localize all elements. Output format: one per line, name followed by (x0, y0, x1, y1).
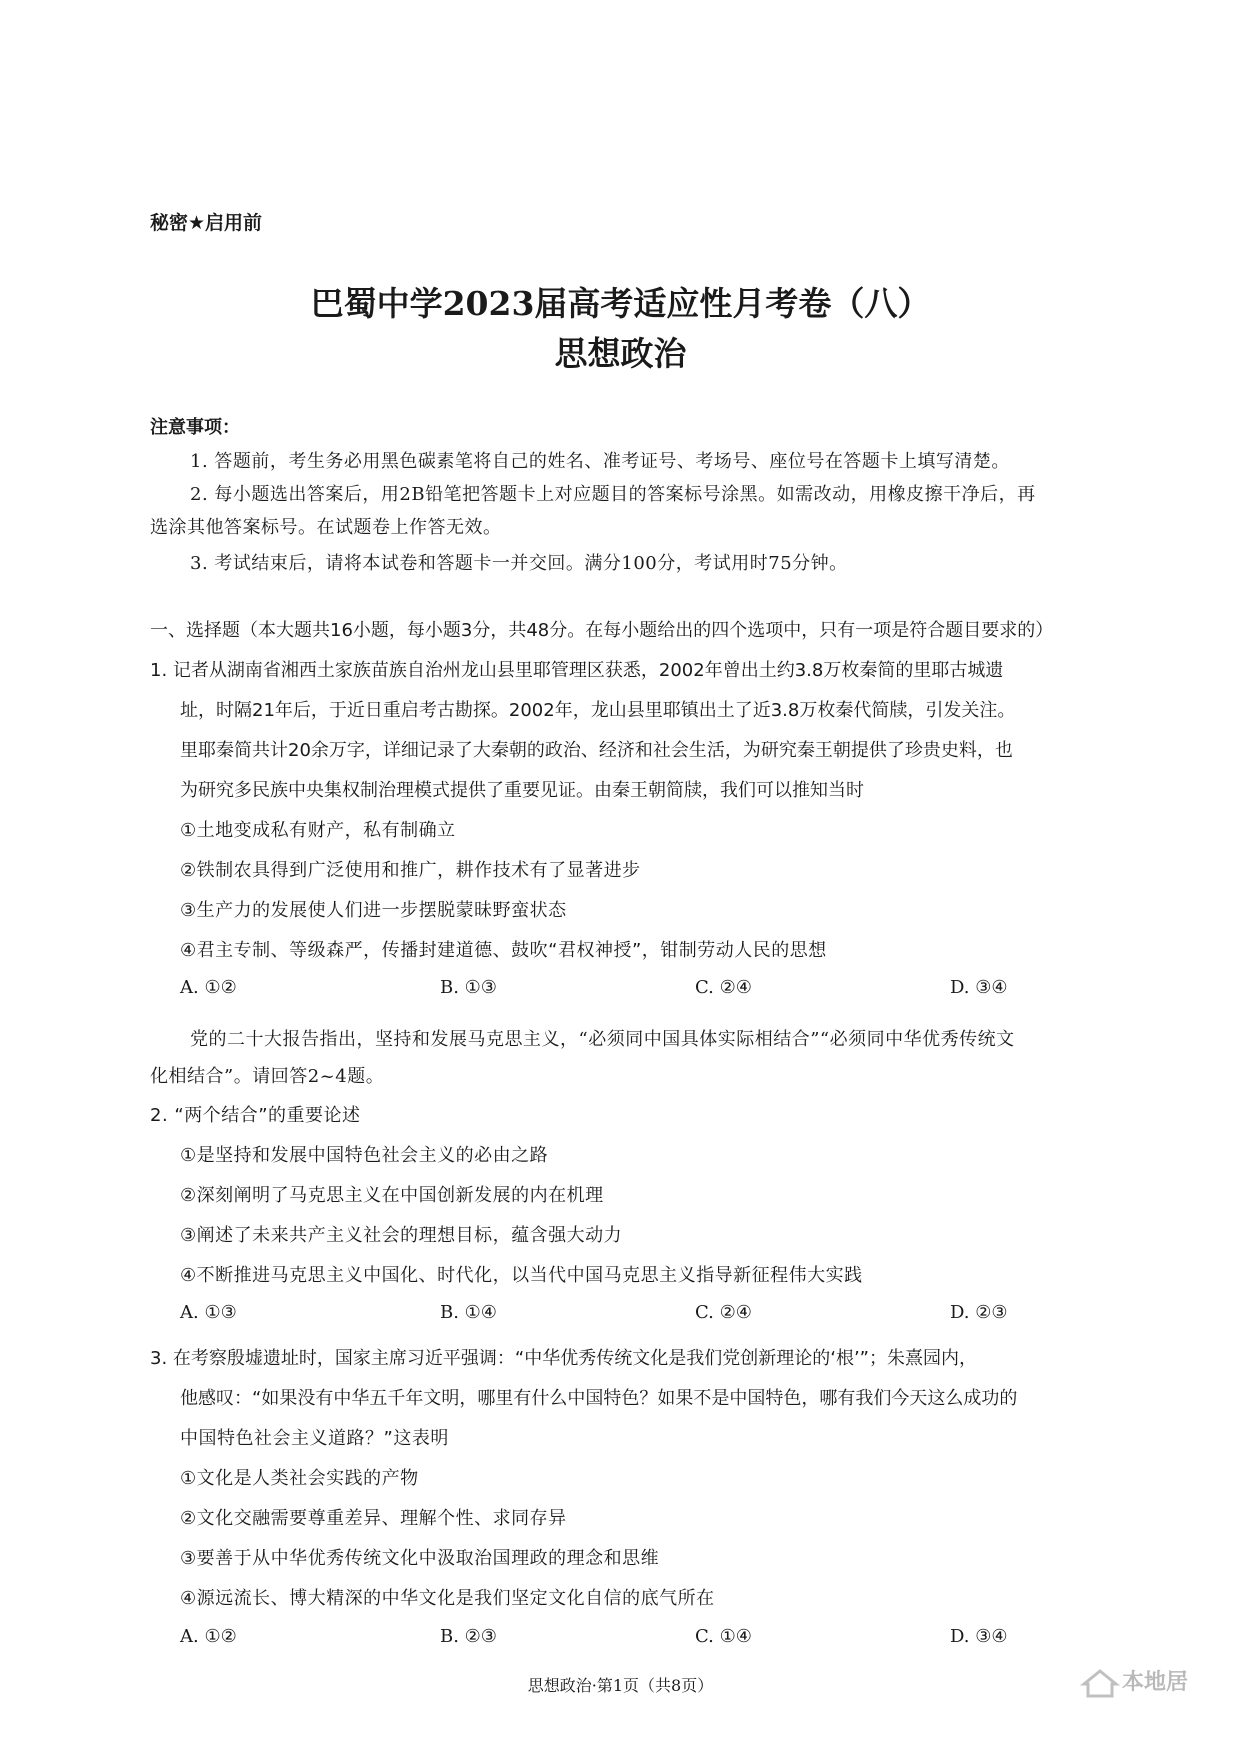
q3-stem-line: 中国特色社会主义道路？”这表明 (180, 1428, 449, 1449)
q3-stem-line: 他感叹：“如果没有中华五千年文明，哪里有什么中国特色？如果不是中国特色，哪有我们今天这么成功的 (180, 1388, 1018, 1409)
q3-item: ③要善于从中华优秀传统文化中汲取治国理政的理念和思维 (180, 1548, 660, 1569)
confidential-label: 秘密★启用前 (150, 212, 263, 234)
q1-stem-line: 址，时隔21年后，于近日重启考古勘探。2002年，龙山县里耶镇出土了近3.8万枚秦代简牍，引发关注。 (180, 700, 1016, 721)
q3-option-a[interactable]: A. ①② (180, 1626, 237, 1647)
subject-title: 思想政治 (554, 334, 687, 373)
q1-option-b[interactable]: B. ①③ (440, 977, 497, 998)
q1-stem-line: 为研究多民族中央集权制治理模式提供了重要见证。由秦王朝简牍，我们可以推知当时 (180, 780, 864, 801)
q3-stem-line: 3. 在考察殷墟遗址时，国家主席习近平强调：“中华优秀传统文化是我们党创新理论的‘根’”；朱熹园内， (150, 1348, 977, 1369)
q2-item: ④不断推进马克思主义中国化、时代化，以当代中国马克思主义指导新征程伟大实践 (180, 1265, 863, 1286)
q1-option-c[interactable]: C. ②④ (695, 977, 752, 998)
notice-item: 3. 考试结束后，请将本试卷和答题卡一并交回。满分100分，考试用时75分钟。 (190, 553, 848, 574)
q1-stem-line: 1. 记者从湖南省湘西土家族苗族自治州龙山县里耶管理区获悉，2002年曾出土约3.8万枚秦简的里耶古城遗 (150, 660, 1004, 681)
notice-title: 注意事项： (150, 417, 240, 438)
q2-option-c[interactable]: C. ②④ (695, 1302, 752, 1323)
q2-option-b[interactable]: B. ①④ (440, 1302, 497, 1323)
q1-item: ③生产力的发展使人们进一步摆脱蒙昧野蛮状态 (180, 900, 567, 921)
q3-option-d[interactable]: D. ③④ (950, 1626, 1008, 1647)
passage-line: 化相结合”。请回答2~4题。 (150, 1066, 385, 1087)
q2-stem: 2. “两个结合”的重要论述 (150, 1105, 361, 1126)
notice-item: 选涂其他答案标号。在试题卷上作答无效。 (150, 517, 502, 538)
q1-item: ②铁制农具得到广泛使用和推广，耕作技术有了显著进步 (180, 860, 641, 881)
q3-option-b[interactable]: B. ②③ (440, 1626, 497, 1647)
q2-item: ②深刻阐明了马克思主义在中国创新发展的内在机理 (180, 1185, 604, 1206)
q2-option-a[interactable]: A. ①③ (180, 1302, 237, 1323)
q3-option-c[interactable]: C. ①④ (695, 1626, 752, 1647)
q3-item: ①文化是人类社会实践的产物 (180, 1468, 419, 1489)
q1-stem-line: 里耶秦简共计20余万字，详细记录了大秦朝的政治、经济和社会生活，为研究秦王朝提供了珍贵史料，也 (180, 740, 1013, 761)
section-heading: 一、选择题（本大题共16小题，每小题3分，共48分。在每小题给出的四个选项中，只有一项是符合题目要求的） (150, 620, 1054, 641)
q1-item: ①土地变成私有财产，私有制确立 (180, 820, 456, 841)
notice-item: 2. 每小题选出答案后，用2B铅笔把答题卡上对应题目的答案标号涂黑。如需改动，用橡皮擦干净后，再 (190, 484, 1036, 505)
q1-option-d[interactable]: D. ③④ (950, 977, 1008, 998)
q3-item: ②文化交融需要尊重差异、理解个性、求同存异 (180, 1508, 567, 1529)
q3-item: ④源远流长、博大精深的中华文化是我们坚定文化自信的底气所在 (180, 1588, 715, 1609)
page-footer: 思想政治·第1页（共8页） (527, 1676, 714, 1695)
q2-item: ③阐述了未来共产主义社会的理想目标，蕴含强大动力 (180, 1225, 623, 1246)
q2-option-d[interactable]: D. ②③ (950, 1302, 1008, 1323)
watermark-text: 本地居 (1122, 1670, 1189, 1695)
exam-title: 巴蜀中学2023届高考适应性月考卷（八） (310, 284, 931, 323)
q2-item: ①是坚持和发展中国特色社会主义的必由之路 (180, 1145, 549, 1166)
q1-option-a[interactable]: A. ①② (180, 977, 237, 998)
notice-item: 1. 答题前，考生务必用黑色碳素笔将自己的姓名、准考证号、考场号、座位号在答题卡上填写清楚。 (190, 451, 1010, 472)
passage-line: 党的二十大报告指出，坚持和发展马克思主义，“必须同中国具体实际相结合”“必须同中华优秀传统文 (190, 1029, 1015, 1050)
q1-item: ④君主专制、等级森严，传播封建道德、鼓吹“君权神授”，钳制劳动人民的思想 (180, 940, 827, 961)
house-logo-icon (1080, 1668, 1120, 1698)
